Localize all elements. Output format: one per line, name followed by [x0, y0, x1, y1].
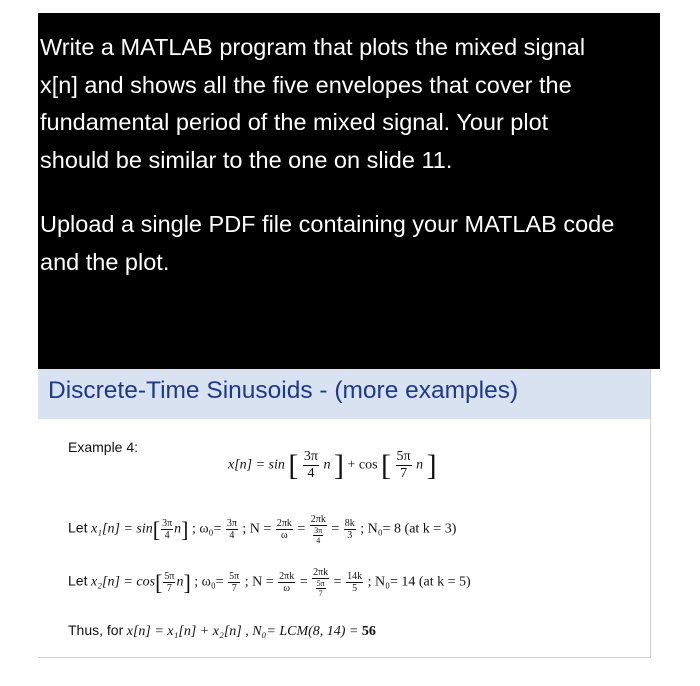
question-line: fundamental period of the mixed signal. Your plot — [40, 109, 549, 135]
question-paragraph-1 — [40, 29, 658, 179]
question-line: Upload a single PDF file containing your MATLAB code — [40, 211, 615, 237]
signal-arg2: $\frac{5\pi}{7}$ — [396, 449, 411, 481]
slide-header — [38, 369, 650, 419]
question-line: Write a MATLAB program that plots the mixed signal — [40, 34, 586, 60]
question-line: should be similar to the one on slide 11. — [40, 146, 453, 173]
signal-lhs: x[n] = sin — [228, 457, 285, 473]
example-label: Example 4: — [68, 439, 139, 455]
question-paragraph-2 — [40, 206, 658, 281]
signal-plus: + cos — [347, 457, 378, 473]
signal-arg1: $\frac{3\pi}{4}$ — [303, 449, 318, 481]
question-line: x[n] and shows all the five envelopes that cover the — [40, 71, 572, 98]
x2-equation: Let x₂[n] = cos[ $\frac{5\pi}{7}$ n] ; ω₀= $\frac{5\pi}{7}$ ; N = $\frac{2\pi k}{\omega}$ = $\frac{2\pi k}{\frac{5\pi}{7}}$ = $\frac{14k}{5}$ ; N₀= 14 (at k = 5) — [68, 567, 471, 598]
conclusion-equation: Thus, for x[n] = x₁[n] + x₂[n] , N₀= LCM(8, 14) = 56 — [68, 622, 376, 639]
signal-equation: x[n] = sin [ $\frac{3\pi}{4}$ n ] + cos [ $\frac{5\pi}{7}$ n ] — [228, 448, 437, 482]
x1-equation: Let x₁[n] = sin[ $\frac{3\pi}{4}$ n] ; ω₀= $\frac{3\pi}{4}$ ; N = $\frac{2\pi k}{\omega}$ = $\frac{2\pi k}{\frac{3\pi}{4}}$ = $\frac{8k}{3}$ ; N₀= 8 (at k = 3) — [68, 514, 457, 545]
question-line: and the plot. — [40, 248, 170, 275]
slide-title: Discrete-Time Sinusoids - (more examples) — [48, 377, 519, 404]
slide-image — [38, 369, 651, 658]
